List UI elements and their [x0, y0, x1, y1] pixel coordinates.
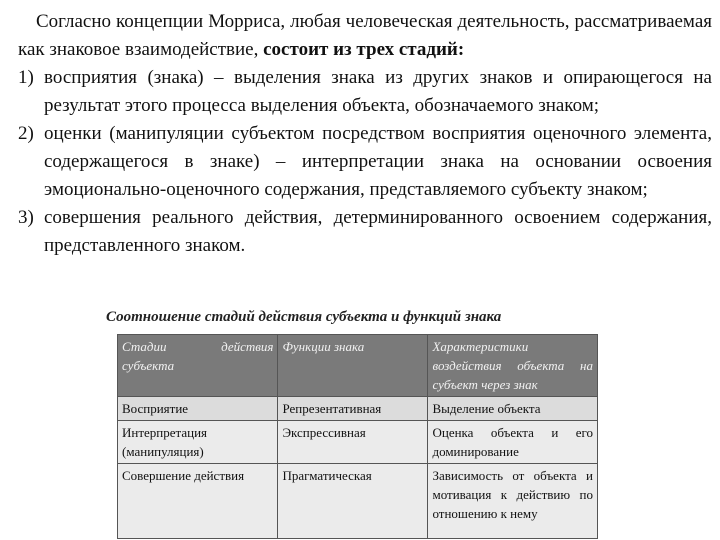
table-header-row — [118, 335, 598, 397]
table-cell: Совершение действия — [118, 464, 278, 539]
table-row — [118, 464, 598, 539]
list-item — [18, 120, 712, 204]
table-cell: Репрезентативная — [278, 397, 428, 421]
intro-bold: состоит из трех стадий: — [263, 39, 465, 60]
stages-table — [117, 334, 598, 539]
stages-list — [18, 64, 712, 260]
list-text: восприятия (знака) – выделения знака из других знаков и опирающегося на результат этого процесса выделения объекта, обозначаемого знаком; — [44, 67, 712, 116]
table-caption: Соотношение стадий действия субъекта и функций знака — [106, 309, 502, 325]
list-number: 3) — [18, 207, 34, 228]
list-number: 1) — [18, 67, 34, 88]
list-item — [18, 204, 712, 260]
list-number: 2) — [18, 123, 34, 144]
document-body — [18, 8, 712, 260]
header-cell: Стадии действия субъекта — [118, 335, 278, 397]
table-cell: Интерпретация (манипуляция) — [118, 421, 278, 464]
list-text: совершения реального действия, детерминированного освоением содержания, представленного знаком. — [44, 207, 712, 256]
list-text: оценки (манипуляции субъектом посредством восприятия оценочного элемента, содержащегося в знаке) – интерпретации знака на основании освоения эмоционально-оценочного содержания, представляемого субъекту знаком; — [44, 123, 712, 200]
table-cell: Оценка объекта и его доминирование — [428, 421, 598, 464]
table-cell: Зависимость от объекта и мотивация к действию по отношению к нему — [428, 464, 598, 539]
list-item — [18, 64, 712, 120]
intro-text: Согласно концепции Морриса, любая человеческая деятельность, рассматриваемая как знаковое взаимодействие, — [18, 11, 712, 60]
table-cell: Прагматическая — [278, 464, 428, 539]
table-cell: Выделение объекта — [428, 397, 598, 421]
intro-paragraph — [18, 8, 712, 64]
header-cell: Характеристики воздействия объекта на субъект через знак — [428, 335, 598, 397]
table-cell: Экспрессивная — [278, 421, 428, 464]
table-row — [118, 397, 598, 421]
table-row — [118, 421, 598, 464]
header-cell: Функции знака — [278, 335, 428, 397]
table-cell: Восприятие — [118, 397, 278, 421]
